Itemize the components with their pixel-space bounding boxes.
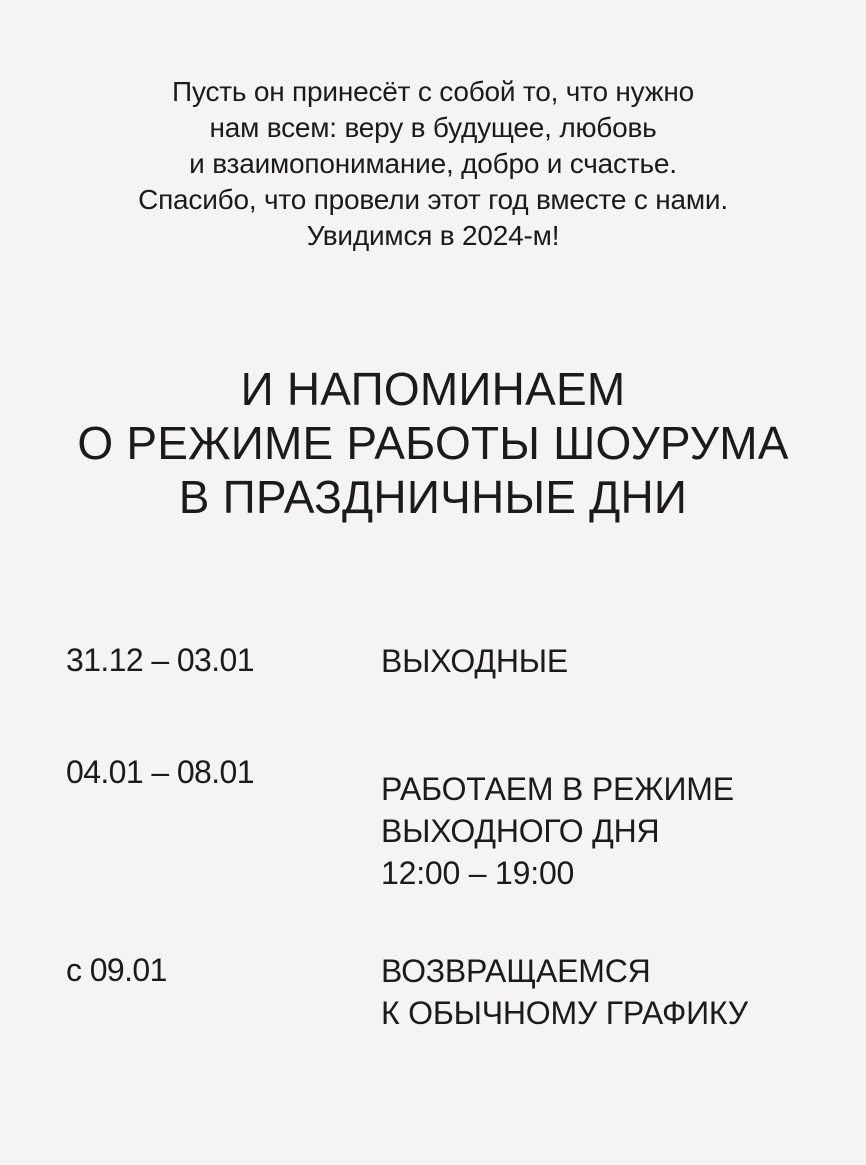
intro-line: Увидимся в 2024-м! [306, 220, 560, 251]
page-title [0, 362, 866, 524]
schedule-description [381, 640, 568, 682]
description-line: ВЫХОДНЫЕ [381, 643, 568, 679]
schedule-dates: 04.01 – 08.01 [66, 754, 254, 790]
intro-line: нам всем: веру в будущее, любовь [209, 112, 657, 143]
schedule-description [381, 768, 734, 894]
description-line: 12:00 – 19:00 [381, 855, 575, 891]
intro-line: Спасибо, что провели этот год вместе с нами. [138, 184, 728, 215]
title-line: В ПРАЗДНИЧНЫЕ ДНИ [178, 471, 688, 523]
description-line: К ОБЫЧНОМУ ГРАФИКУ [381, 995, 748, 1031]
title-line: И НАПОМИНАЕМ [240, 363, 626, 415]
intro-line: Пусть он принесёт с собой то, что нужно [172, 76, 694, 107]
schedule-description [381, 950, 748, 1034]
description-line: ВЫХОДНОГО ДНЯ [381, 813, 660, 849]
schedule-dates: 31.12 – 03.01 [66, 642, 254, 678]
description-line: РАБОТАЕМ В РЕЖИМЕ [381, 771, 734, 807]
description-line: ВОЗВРАЩАЕМСЯ [381, 953, 651, 989]
intro-message [0, 74, 866, 254]
title-line: О РЕЖИМЕ РАБОТЫ ШОУРУМА [77, 417, 789, 469]
intro-line: и взаимопонимание, добро и счастье. [189, 148, 677, 179]
schedule-dates: с 09.01 [66, 952, 167, 988]
